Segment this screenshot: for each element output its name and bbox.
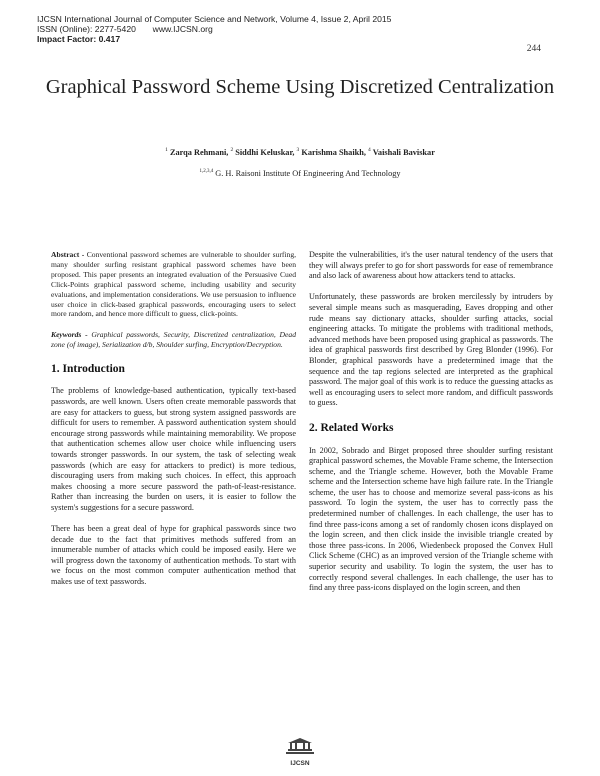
author-4: Vaishali Baviskar <box>372 147 435 157</box>
paper-title: Graphical Password Scheme Using Discretized Centralization <box>45 76 555 98</box>
author-3: Karishma Shaikh <box>301 147 364 157</box>
keywords: Keywords - Graphical passwords, Security, Discretized centralization, Dead zone (of image), Serialization d/b, Shoulder surfing, Encryption/Decryption. <box>51 329 296 349</box>
paragraph: Despite the vulnerabilities, it's the user natural tendency of the users that they will always prefer to go for short passwords for ease of remembrance and also lack of awareness about how attackers tend to attacks. <box>309 250 553 281</box>
journal-url[interactable]: www.IJCSN.org <box>152 24 213 34</box>
footer-logo-text: IJCSN <box>290 760 310 767</box>
paragraph: Unfortunately, these passwords are broken mercilessly by intruders by several simple means such as masquerading, Eaves dropping and other rude means say dictionary attacks, shoulder surfing attacks, social engineering attacks. To mitigate the problems with traditional methods, advanced methods have been proposed using graphical as passwords. The idea of graphical passwords first described by Greg Blonder (1996). For Blonder, graphical passwords have a predetermined image that the sequence and the tap regions selected are interpreted as the graphical password. The major goal of this work is to reduce the guessing attacks as well as encouraging users to select more random, and difficult passwords to guess. <box>309 292 553 408</box>
left-column <box>51 250 296 598</box>
section-heading-introduction: 1. Introduction <box>51 362 125 375</box>
paragraph: In 2002, Sobrado and Birget proposed three shoulder surfing resistant graphical password schemes, the Movable Frame scheme, the Intersection scheme, and the Triangle scheme. However, both the Movable Frame scheme and the Intersection scheme have high failure rate. In the Triangle scheme, the user has to choose and memorize several pass-icons as his password. To login the system, the user has to correctly pass the predetermined number of challenges. In each challenge, the user has to find three pass-icons among a set of randomly chosen icons displayed on the login screen, and then click inside the invisible triangle created by those three pass-icons. In 2006, Wiedenbeck proposed the Convex Hull Click Scheme (CHC) as an improved version of the Triangle scheme with superior security and usability. To login the system, the user has to correctly respond several challenges. In each challenge, the user has to find any three pass-icons displayed on the login screen, and then <box>309 445 553 593</box>
journal-header <box>37 14 391 44</box>
journal-header-line2 <box>37 24 391 34</box>
affiliation: $^{1,2,3,4}$ G. H. Raisoni Institute Of Engineering And Technology <box>199 169 401 178</box>
paragraph: The problems of knowledge-based authentication, typically text-based passwords, are well known. Users often create memorable passwords that are easy for attackers to guess, but strong system assigned passwords are difficult for users to remember. A password authentication system should encourage strong passwords while maintaining memorability. We propose that authentication schemes allow user choice while influencing users towards stronger passwords. In our system, the task of selecting weak passwords (which are easy for attackers to predict) is more tedious, discouraging users from making such choices. In effect, this approach makes choosing a more secure password the path-of-least-resistance. Rather than increasing the burden on users, it is easier to follow the system's suggestions for a secure password. <box>51 386 296 512</box>
journal-logo-icon <box>284 737 316 757</box>
impact-factor: Impact Factor: 0.417 <box>37 34 121 44</box>
keywords-label: Keywords - <box>51 329 88 339</box>
author-2: Siddhi Keluskar <box>235 147 293 157</box>
paragraph: There has been a great deal of hype for graphical passwords since two decade due to the fact that primitives methods suffered from an innumerable number of attacks which could be imposed easily. Here we will progress down the taxonomy of authentication methods. To start with we focus on the most common computer authentication method that makes use of text passwords. <box>51 524 296 587</box>
author-1: Zarqa Rehmani <box>169 147 227 157</box>
page-number: 244 <box>526 44 541 54</box>
journal-header-line1: IJCSN International Journal of Computer Science and Network, Volume 4, Issue 2, April 2015 <box>37 14 392 24</box>
abstract-label: Abstract - <box>51 250 85 259</box>
author-list: $^1$ Zarqa Rehmani, $^2$ Siddhi Keluskar, $^3$ Karishma Shaikh, $^4$ Vaishali Baviskar <box>165 147 435 157</box>
right-column <box>309 250 553 604</box>
issn: ISSN (Online): 2277-5420 <box>37 24 136 34</box>
section-heading-related-works: 2. Related Works <box>309 421 394 434</box>
abstract: Abstract - Conventional password schemes are vulnerable to shoulder surfing, many shoulder surfing resistant graphical password schemes have been proposed. This paper presents an integrated evaluation of the Persuasive Cued Click-Points graphical password scheme, including usability and security evaluations, and implementation considerations. We use persuasion to influence user choice in click-based graphical passwords, encouraging users to select more random, and hence more difficult to guess, click-points. <box>51 250 297 319</box>
